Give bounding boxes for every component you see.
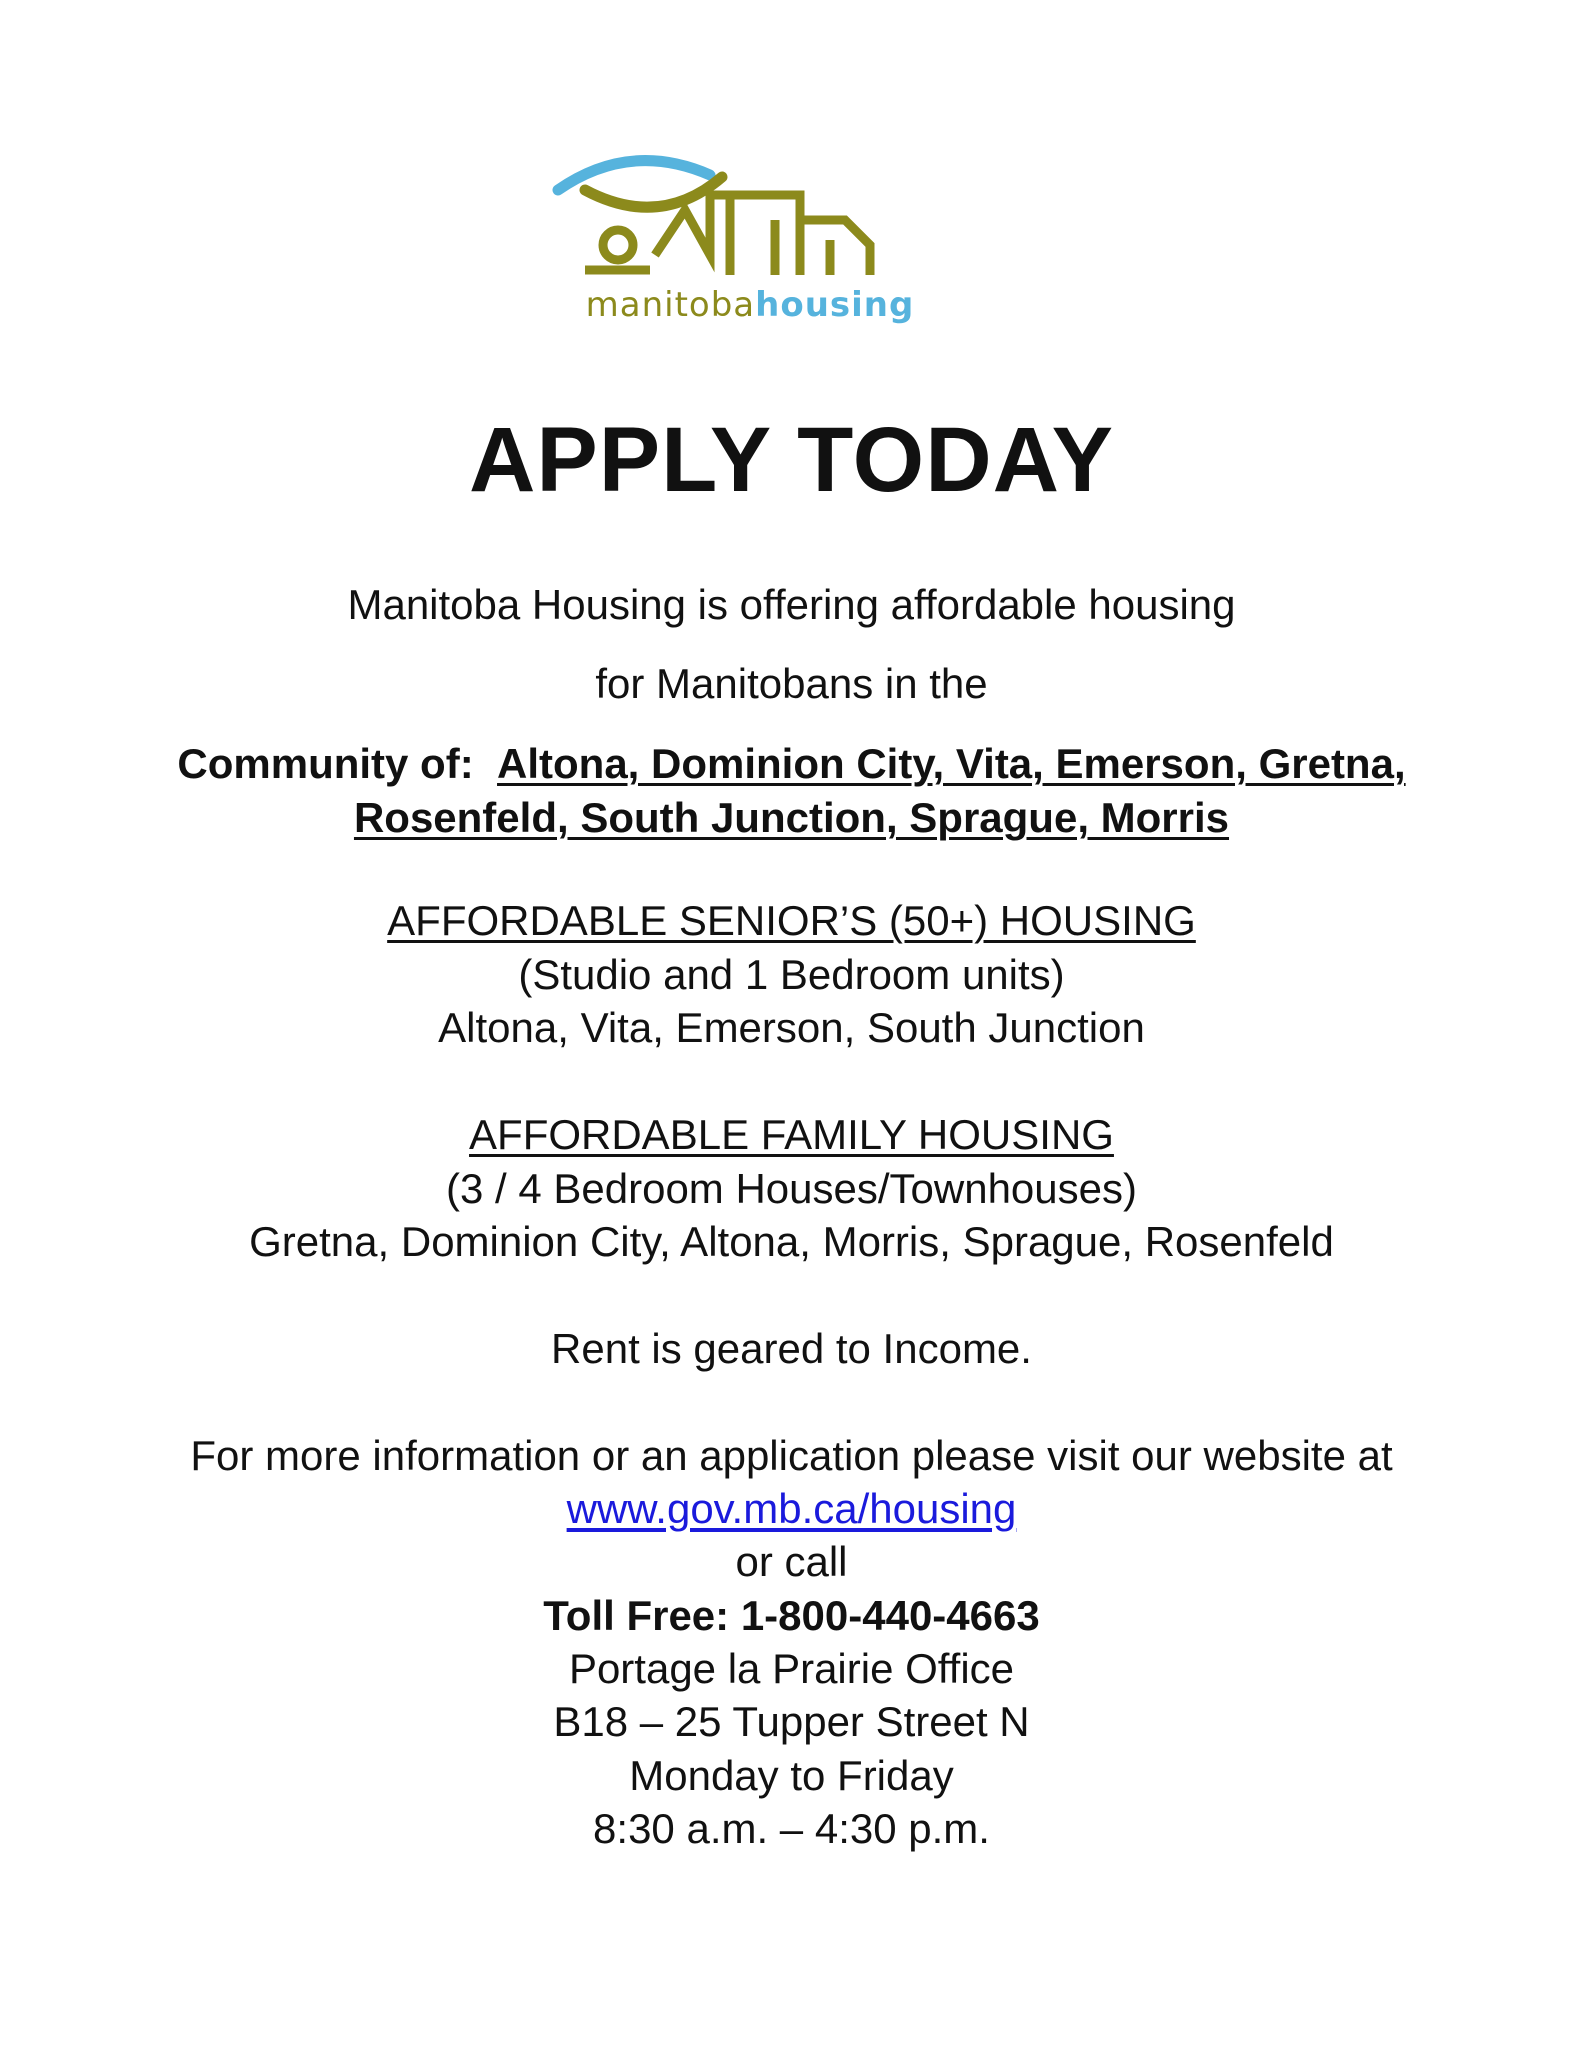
seniors-units: (Studio and 1 Bedroom units) xyxy=(518,951,1065,998)
or-call-text: or call xyxy=(735,1538,848,1585)
communities-line-2 xyxy=(0,791,1583,845)
toll-free-number: Toll Free: 1-800-440-4663 xyxy=(543,1592,1040,1639)
logo-wordmark-manitoba: manitoba xyxy=(585,285,756,325)
seniors-title-text: AFFORDABLE SENIOR’S (50+) HOUSING xyxy=(387,897,1196,944)
office-days: Monday to Friday xyxy=(629,1752,954,1799)
seniors-section-title xyxy=(0,894,1583,948)
website-line xyxy=(0,1482,1583,1536)
seniors-locations: Altona, Vita, Emerson, South Junction xyxy=(438,1004,1145,1051)
page-title: APPLY TODAY xyxy=(468,409,1115,511)
intro-line-1: Manitoba Housing is offering affordable housing xyxy=(347,581,1236,628)
family-section-title xyxy=(0,1108,1583,1162)
manitoba-housing-logo xyxy=(510,145,990,335)
contact-info-line: For more information or an application please visit our website at xyxy=(190,1432,1393,1479)
website-link[interactable]: www.gov.mb.ca/housing xyxy=(566,1485,1017,1532)
rent-note: Rent is geared to Income. xyxy=(551,1325,1032,1372)
family-title-text: AFFORDABLE FAMILY HOUSING xyxy=(469,1111,1114,1158)
communities-list-part-2: Rosenfeld, South Junction, Sprague, Morris xyxy=(353,794,1230,841)
community-label: Community of: xyxy=(177,740,474,787)
communities-list-part-1: Altona, Dominion City, Vita, Emerson, Gretna, xyxy=(497,740,1406,787)
logo-graphic-icon xyxy=(510,145,990,295)
family-locations: Gretna, Dominion City, Altona, Morris, Sprague, Rosenfeld xyxy=(249,1218,1334,1265)
intro-line-2: for Manitobans in the xyxy=(595,660,988,707)
office-name: Portage la Prairie Office xyxy=(568,1645,1015,1692)
logo-wordmark xyxy=(510,285,990,325)
communities-line-1 xyxy=(0,737,1583,791)
family-units: (3 / 4 Bedroom Houses/Townhouses) xyxy=(445,1165,1137,1212)
office-address: B18 – 25 Tupper Street N xyxy=(553,1698,1030,1745)
office-hours: 8:30 a.m. – 4:30 p.m. xyxy=(593,1805,990,1852)
logo-wordmark-housing: housing xyxy=(755,285,915,325)
